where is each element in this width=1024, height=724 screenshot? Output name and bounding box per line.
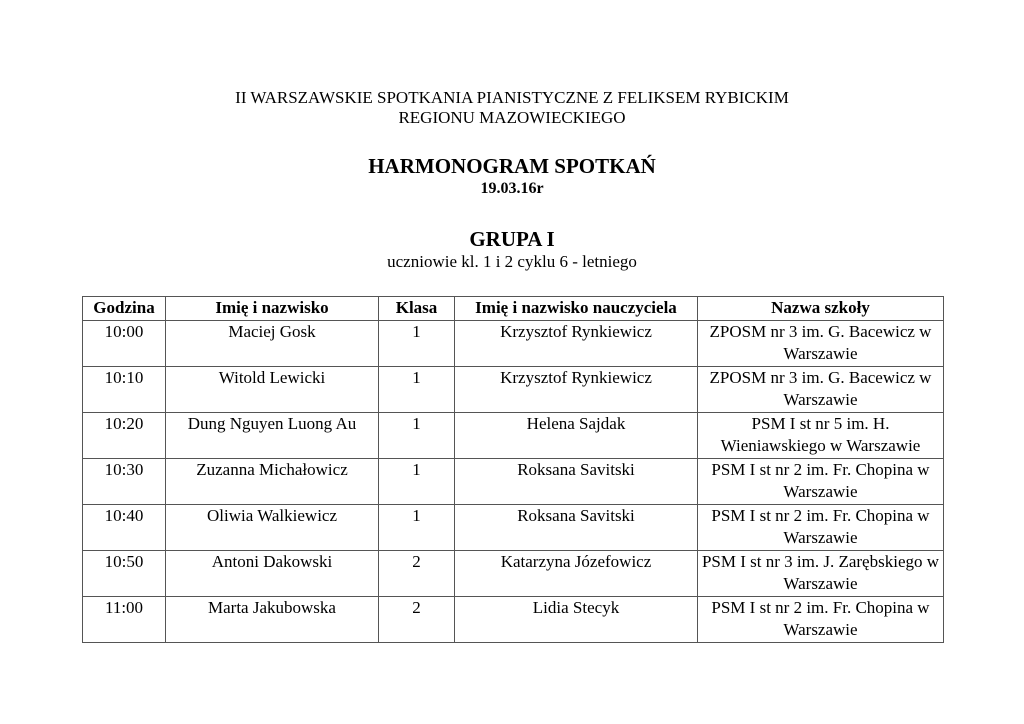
cell-school: ZPOSM nr 3 im. G. Bacewicz w Warszawie xyxy=(698,366,944,412)
cell-student: Maciej Gosk xyxy=(166,320,379,366)
cell-teacher: Lidia Stecyk xyxy=(455,596,698,642)
cell-class: 1 xyxy=(379,366,455,412)
event-title xyxy=(0,88,1024,128)
event-title-line-2: REGIONU MAZOWIECKIEGO xyxy=(398,108,626,127)
cell-time: 10:30 xyxy=(83,458,166,504)
event-title-line-1: II WARSZAWSKIE SPOTKANIA PIANISTYCZNE Z FELIKSEM RYBICKIM xyxy=(235,88,789,107)
cell-class: 1 xyxy=(379,504,455,550)
table-row xyxy=(83,458,944,504)
cell-class: 1 xyxy=(379,412,455,458)
table-row xyxy=(83,412,944,458)
cell-time: 10:10 xyxy=(83,366,166,412)
table-row xyxy=(83,550,944,596)
cell-teacher: Roksana Savitski xyxy=(455,504,698,550)
column-header-class: Klasa xyxy=(379,297,455,321)
cell-student: Witold Lewicki xyxy=(166,366,379,412)
cell-class: 1 xyxy=(379,320,455,366)
table-header-row xyxy=(83,297,944,321)
column-header-student: Imię i nazwisko xyxy=(166,297,379,321)
group-heading xyxy=(0,227,1024,272)
table-row xyxy=(83,596,944,642)
cell-school: PSM I st nr 5 im. H. Wieniawskiego w Warszawie xyxy=(698,412,944,458)
cell-time: 11:00 xyxy=(83,596,166,642)
column-header-school: Nazwa szkoły xyxy=(698,297,944,321)
schedule-table xyxy=(82,296,944,643)
cell-teacher: Helena Sajdak xyxy=(455,412,698,458)
cell-school: PSM I st nr 3 im. J. Zarębskiego w Warszawie xyxy=(698,550,944,596)
cell-teacher: Katarzyna Józefowicz xyxy=(455,550,698,596)
schedule-heading xyxy=(0,154,1024,198)
cell-time: 10:50 xyxy=(83,550,166,596)
group-subtitle: uczniowie kl. 1 i 2 cyklu 6 - letniego xyxy=(387,252,637,271)
cell-class: 1 xyxy=(379,458,455,504)
cell-class: 2 xyxy=(379,596,455,642)
cell-school: ZPOSM nr 3 im. G. Bacewicz w Warszawie xyxy=(698,320,944,366)
table-row xyxy=(83,366,944,412)
cell-time: 10:20 xyxy=(83,412,166,458)
table-row xyxy=(83,320,944,366)
cell-student: Dung Nguyen Luong Au xyxy=(166,412,379,458)
cell-school: PSM I st nr 2 im. Fr. Chopina w Warszawie xyxy=(698,504,944,550)
cell-teacher: Roksana Savitski xyxy=(455,458,698,504)
column-header-time: Godzina xyxy=(83,297,166,321)
cell-student: Antoni Dakowski xyxy=(166,550,379,596)
cell-student: Zuzanna Michałowicz xyxy=(166,458,379,504)
table-row xyxy=(83,504,944,550)
cell-student: Marta Jakubowska xyxy=(166,596,379,642)
cell-time: 10:40 xyxy=(83,504,166,550)
group-title: GRUPA I xyxy=(469,227,555,251)
cell-class: 2 xyxy=(379,550,455,596)
cell-teacher: Krzysztof Rynkiewicz xyxy=(455,320,698,366)
cell-school: PSM I st nr 2 im. Fr. Chopina w Warszawie xyxy=(698,458,944,504)
cell-school: PSM I st nr 2 im. Fr. Chopina w Warszawie xyxy=(698,596,944,642)
cell-time: 10:00 xyxy=(83,320,166,366)
schedule-title: HARMONOGRAM SPOTKAŃ xyxy=(368,154,656,178)
schedule-date: 19.03.16r xyxy=(480,180,544,197)
cell-teacher: Krzysztof Rynkiewicz xyxy=(455,366,698,412)
cell-student: Oliwia Walkiewicz xyxy=(166,504,379,550)
column-header-teacher: Imię i nazwisko nauczyciela xyxy=(455,297,698,321)
